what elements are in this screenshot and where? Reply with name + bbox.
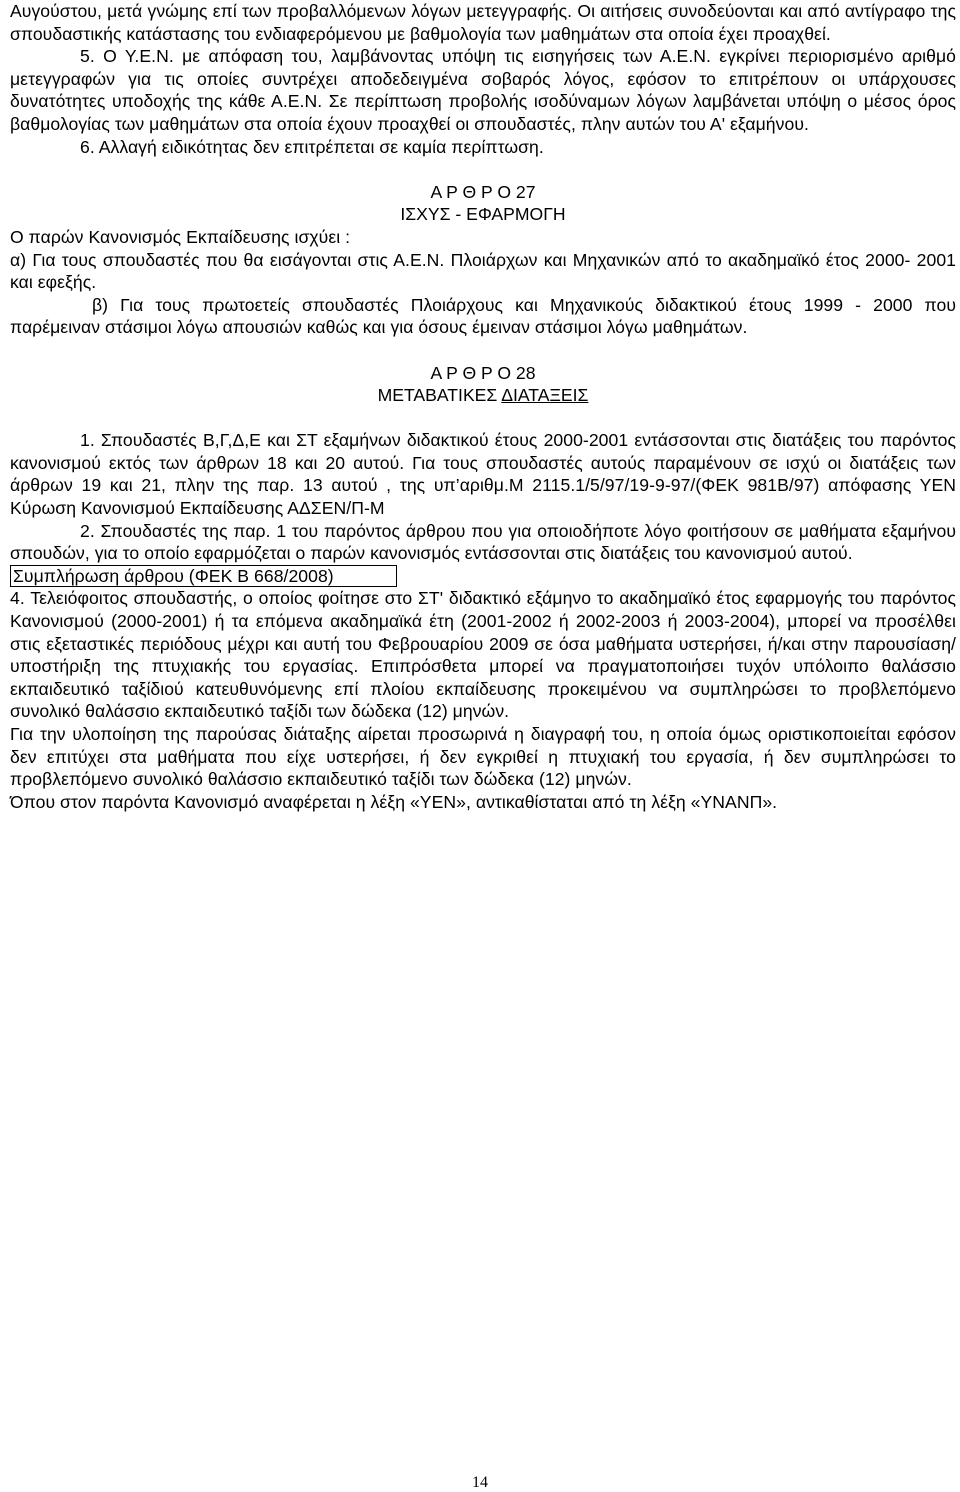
- item-5-paragraph: 5. Ο Υ.Ε.Ν. με απόφαση του, λαμβάνοντας υπόψη τις εισηγήσεις των Α.Ε.Ν. εγκρίνει περιορισμένο αριθμό μετεγγραφών για τις οποίες συντρέχει αποδεδειγμένα σοβαρός λόγος, εφόσον το επιτρέπουν οι υπάρχουσες δυνατότητες υποδοχής της κάθε Α.Ε.Ν. Σε περίπτωση προβολής ισοδύναμων λόγων λαμβάνεται υπόψη ο μέσος όρος βαθμολογίας των μαθημάτων στα οποία έχουν προαχθεί οι σπουδαστές, πλην αυτών του Α' εξαμήνου.: [10, 46, 956, 134]
- article-28-item-1: 1. Σπουδαστές Β,Γ,Δ,Ε και ΣΤ εξαμήνων διδακτικού έτους 2000-2001 εντάσσονται στις διατάξεις του παρόντος κανονισμού εκτός των άρθρων 18 και 20 αυτού. Για τους σπουδαστές αυτούς παραμένουν σε ισχύ οι διατάξεις των άρθρων 19 και 21, πλην της παρ. 13 αυτού , της υπ’αριθμ.Μ 2115.1/5/97/19-9-97/(ΦΕΚ 981Β/97) απόφασης ΥΕΝ Κύρωση Κανονισμού Εκπαίδευσης ΑΔΣΕΝ/Π-Μ: [10, 430, 956, 519]
- supplement-box-line: [10, 565, 956, 588]
- article-28-title-part2: ΔΙΑΤΑΞΕΙΣ: [501, 385, 589, 406]
- article-27-title: ΙΣΧΥΣ - ΕΦΑΡΜΟΓΗ: [400, 204, 566, 225]
- intro-paragraph: Αυγούστου, μετά γνώμης επί των προβαλλόμενων λόγων μετεγγραφής. Οι αιτήσεις συνοδεύονται και από αντίγραφο της σπουδαστικής κατάστασης του ενδιαφερόμενου με βαθμολογία των μαθημάτων στα οποία έχει προαχθεί.: [10, 1, 956, 44]
- supplement-box: Συμπλήρωση άρθρου (ΦΕΚ Β 668/2008): [10, 565, 397, 587]
- article-27-number: Α Ρ Θ Ρ Ο 27: [430, 181, 536, 202]
- article-28-item-4: 4. Τελειόφοιτος σπουδαστής, ο οποίος φοίτησε στο ΣΤ' διδακτικό εξάμηνο το ακαδημαϊκό έτος εφαρμογής του παρόντος Κανονισμού (2000-2001) ή τα επόμενα ακαδημαϊκά έτη (2001-2002 ή 2002-2003 ή 2003-2004), μπορεί να προσέλθει στις εξεταστικές περιόδους μέχρι και αυτή του Φεβρουαρίου 2009 σε όσα μαθήματα υστερήσει, ή/και στην παρουσίαση/υποστήριξη της πτυχιακής του εργασίας. Επιπρόσθετα μπορεί να πραγματοποιήσει τυχόν υπόλοιπο θαλάσσιο εκπαιδευτικό ταξίδιού κατευθυνόμενης επί πλοίου εκπαίδευσης προκειμένου να συμπληρώσει το προβλεπόμενο συνολικό θαλάσσιο εκπαιδευτικό ταξίδι των δώδεκα (12) μηνών.: [10, 588, 956, 722]
- article-28-title: [10, 384, 956, 407]
- article-27-item-a: α) Για τους σπουδαστές που θα εισάγονται στις Α.Ε.Ν. Πλοιάρχων και Μηχανικών από το ακαδημαϊκό έτος 2000- 2001 και εφεξής.: [10, 249, 956, 293]
- article-27-lead: Ο παρών Κανονισμός Εκπαίδευσης ισχύει :: [10, 226, 351, 247]
- article-28-title-part1: ΜΕΤΑΒΑΤΙΚΕΣ: [377, 385, 502, 406]
- document-page: [10, 0, 956, 813]
- article-28-item-2: 2. Σπουδαστές της παρ. 1 του παρόντος άρθρου που για οποιοδήποτε λόγο φοιτήσουν σε μαθήματα εξαμήνου σπουδών, για το οποίο εφαρμόζεται ο παρών κανονισμός εντάσσονται στις διατάξεις του κανονισμού αυτού.: [10, 520, 956, 564]
- article-28-follow-up: Για την υλοποίηση της παρούσας διάταξης αίρεται προσωρινά η διαγραφή του, η οποία όμως οριστικοποιείται εφόσον δεν επιτύχει στα μαθήματα που είχε υστερήσει, ή δεν εγκριθεί η πτυχιακή του εργασία, ή δεν συμπληρώσει το προβλεπόμενο συνολικό θαλάσσιο εκπαιδευτικό ταξίδι των δώδεκα (12) μηνών.: [10, 724, 956, 790]
- page-number: 14: [472, 1474, 488, 1491]
- article-28-final-note: Όπου στον παρόντα Κανονισμό αναφέρεται η λέξη «ΥΕΝ», αντικαθίσταται από τη λέξη «ΥΝΑΝΠ».: [10, 791, 778, 812]
- spacer: [10, 407, 956, 430]
- spacer: [10, 158, 956, 181]
- spacer: [10, 339, 956, 362]
- item-6-paragraph: 6. Αλλαγή ειδικότητας δεν επιτρέπεται σε καμία περίπτωση.: [80, 136, 544, 157]
- article-28-number: Α Ρ Θ Ρ Ο 28: [430, 362, 536, 383]
- article-27-item-b: β) Για τους πρωτοετείς σπουδαστές Πλοιάρχους και Μηχανικούς διδακτικού έτους 1999 - 2000 που παρέμειναν στάσιμοι λόγω απουσιών καθώς και για όσους έμειναν στάσιμοι λόγω μαθημάτων.: [10, 294, 956, 338]
